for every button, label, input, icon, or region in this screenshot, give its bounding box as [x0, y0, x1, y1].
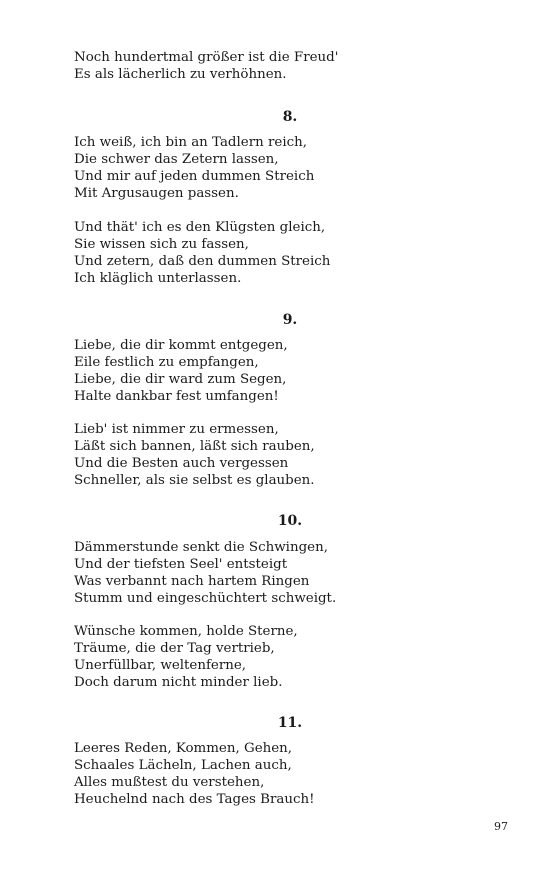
poem-number-9: 9.: [282, 312, 298, 328]
poem-8-stanza-1: [74, 134, 374, 202]
poem-number-8: 8.: [282, 109, 298, 125]
verse-line: Heuchelnd nach des Tages Brauch!: [74, 792, 315, 807]
poem-number-10: 10.: [277, 513, 303, 529]
verse-line: Alles mußtest du verstehen,: [74, 775, 265, 790]
verse-line: Halte dankbar fest umfangen!: [74, 389, 279, 404]
verse-line: Sie wissen sich zu fassen,: [74, 237, 249, 252]
poem-9-stanza-1: [74, 337, 374, 405]
verse-line: Schaales Lächeln, Lachen auch,: [74, 758, 292, 773]
page-number: 97: [494, 820, 508, 833]
verse-line: Und mir auf jeden dummen Streich: [74, 169, 315, 184]
verse-line: Die schwer das Zetern lassen,: [74, 152, 279, 167]
verse-line: Und die Besten auch vergessen: [74, 456, 289, 471]
verse-line: Eile festlich zu empfangen,: [74, 355, 259, 370]
poem-10-stanza-1: [74, 539, 374, 607]
verse-line: Doch darum nicht minder lieb.: [74, 675, 283, 690]
poem-11-stanza-1: [74, 740, 374, 808]
verse-line: Schneller, als sie selbst es glauben.: [74, 473, 315, 488]
poem-8-stanza-2: [74, 219, 374, 287]
verse-line: Es als lächerlich zu verhöhnen.: [74, 67, 287, 82]
verse-line: Ich weiß, ich bin an Tadlern reich,: [74, 135, 307, 150]
poem-9-stanza-2: [74, 421, 374, 489]
verse-line: Was verbannt nach hartem Ringen: [74, 574, 310, 589]
verse-line: Lieb' ist nimmer zu ermessen,: [74, 422, 279, 437]
verse-line: Ich kläglich unterlassen.: [74, 271, 242, 286]
verse-line: Liebe, die dir ward zum Segen,: [74, 372, 287, 387]
verse-line: Läßt sich bannen, läßt sich rauben,: [74, 439, 315, 454]
verse-line: Unerfüllbar, weltenferne,: [74, 658, 247, 673]
poem-number-11: 11.: [277, 715, 303, 731]
verse-line: Stumm und eingeschüchtert schweigt.: [74, 591, 337, 606]
verse-line: Mit Argusaugen passen.: [74, 186, 239, 201]
verse-line: Dämmerstunde senkt die Schwingen,: [74, 540, 328, 555]
verse-line: Leeres Reden, Kommen, Gehen,: [74, 741, 293, 756]
verse-line: Träume, die der Tag vertrieb,: [74, 641, 275, 656]
verse-line: Wünsche kommen, holde Sterne,: [74, 624, 298, 639]
poem-10-stanza-2: [74, 623, 374, 691]
verse-line: Und der tiefsten Seel' entsteigt: [74, 557, 288, 572]
verse-line: Noch hundertmal größer ist die Freud': [74, 50, 339, 65]
verse-line: Und zetern, daß den dummen Streich: [74, 254, 331, 269]
verse-line: Liebe, die dir kommt entgegen,: [74, 338, 288, 353]
intro-stanza: [74, 49, 374, 83]
verse-line: Und thät' ich es den Klügsten gleich,: [74, 220, 326, 235]
